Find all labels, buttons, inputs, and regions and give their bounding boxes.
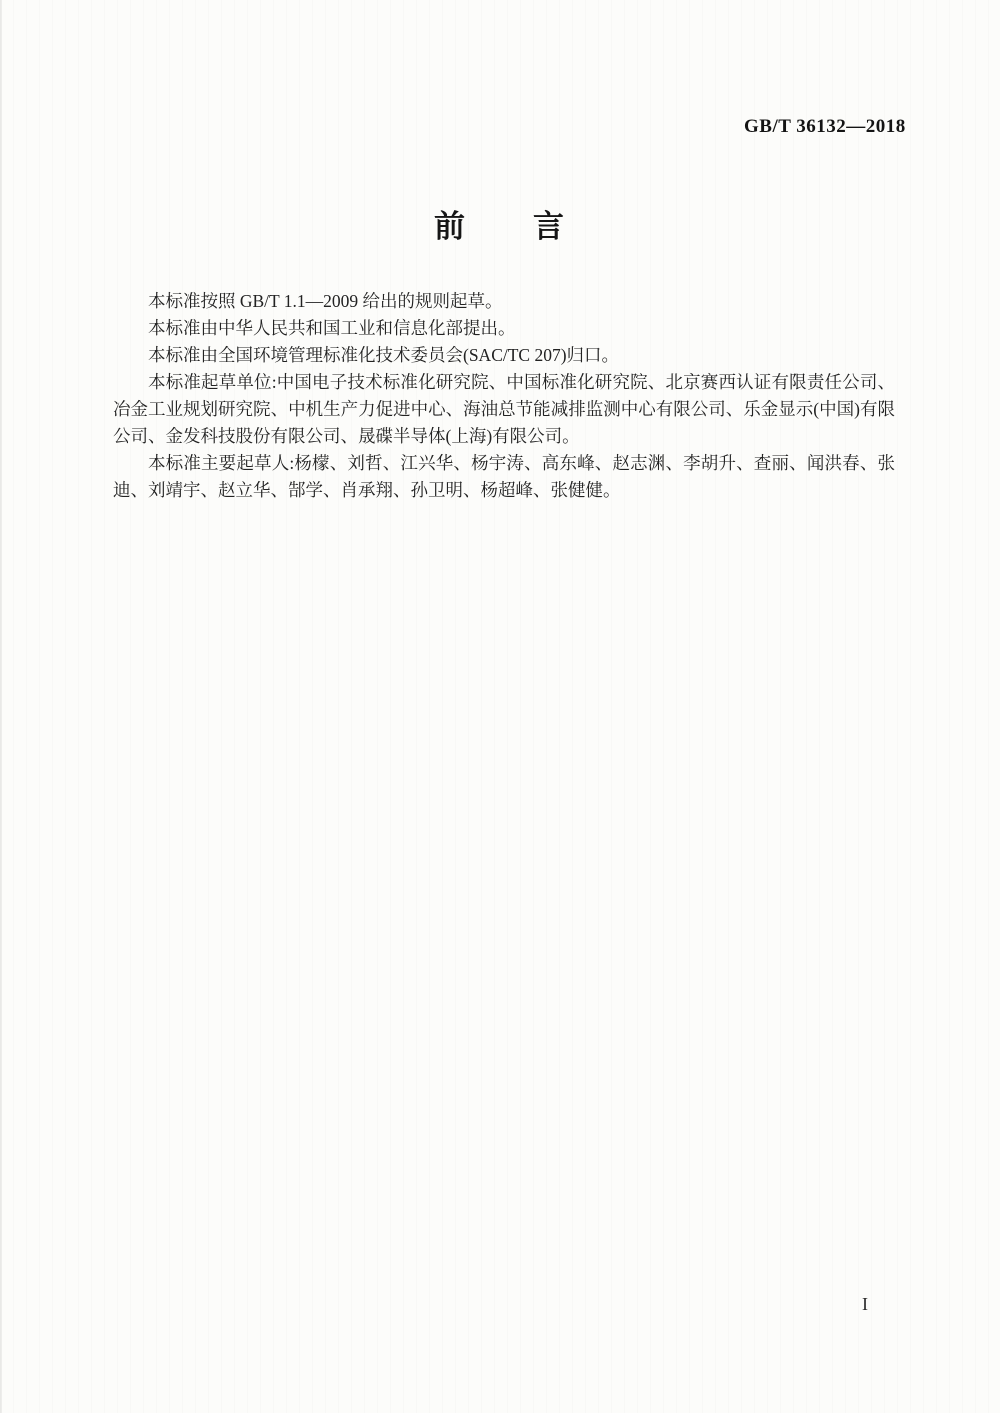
foreword-paragraph-committee: 本标准由全国环境管理标准化技术委员会(SAC/TC 207)归口。 [148, 345, 620, 365]
page-number: I [862, 1294, 868, 1314]
foreword-paragraph-drafters: 本标准主要起草人:杨檬、刘哲、江兴华、杨宇涛、高东峰、赵志渊、李胡升、查丽、闻洪春、张迪、刘靖宇、赵立华、郜学、肖承翔、孙卫明、杨超峰、张健健。 [113, 453, 895, 500]
foreword-paragraph-rules: 本标准按照 GB/T 1.1—2009 给出的规则起草。 [148, 291, 503, 311]
foreword-paragraph-drafting-organizations: 本标准起草单位:中国电子技术标准化研究院、中国标准化研究院、北京赛西认证有限责任公司、冶金工业规划研究院、中机生产力促进中心、海油总节能减排监测中心有限公司、乐金显示(中国)有限公司、金发科技股份有限公司、晟碟半导体(上海)有限公司。 [113, 372, 895, 446]
standard-code: GB/T 36132—2018 [744, 116, 906, 137]
foreword-body [113, 288, 895, 504]
foreword-title: 前 言 [434, 209, 566, 244]
foreword-paragraph-proposed-by: 本标准由中华人民共和国工业和信息化部提出。 [148, 318, 516, 338]
